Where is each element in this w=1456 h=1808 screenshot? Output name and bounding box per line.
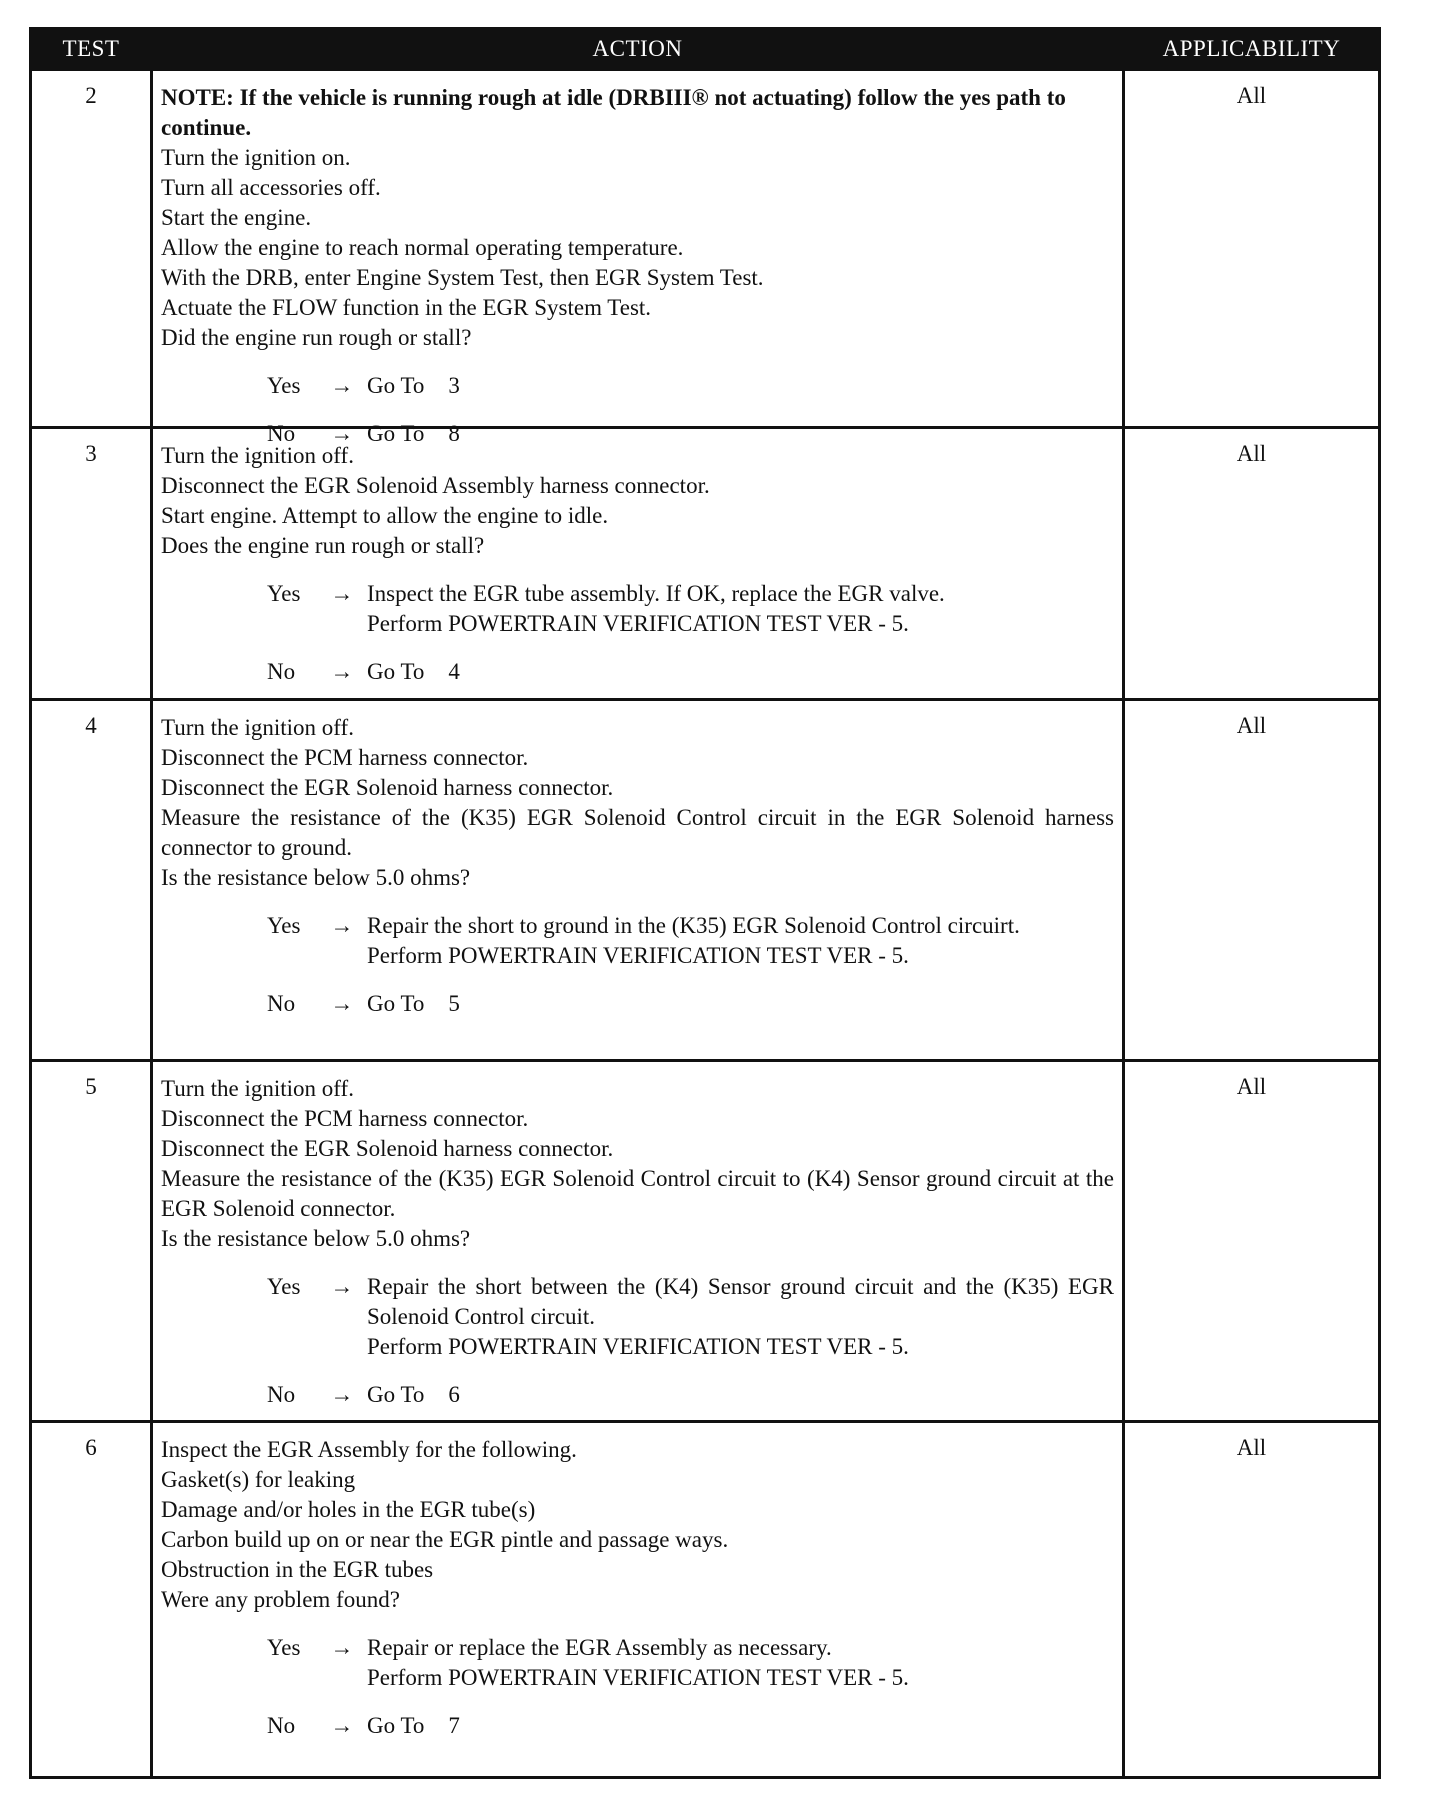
yes-action-text: Repair or replace the EGR Assembly as necessary. Perform POWERTRAIN VERIFICATION TEST VER - 5. <box>367 1635 909 1690</box>
step-text: Turn all accessories off. <box>161 175 381 200</box>
goto-text: Go To 8 <box>367 421 460 446</box>
step-text: Were any problem found? <box>161 1587 400 1612</box>
action-cell <box>150 1062 1125 1423</box>
yes-result <box>267 911 1114 971</box>
yes-label: Yes <box>267 913 301 938</box>
header-applicability: APPLICABILITY <box>1162 36 1341 61</box>
yes-label: Yes <box>267 1274 301 1299</box>
no-result <box>267 989 1114 1019</box>
step-text: Is the resistance below 5.0 ohms? <box>161 865 471 890</box>
step-text: Turn the ignition off. <box>161 1076 354 1101</box>
table-row <box>32 698 1378 1062</box>
step-text: Damage and/or holes in the EGR tube(s) <box>161 1497 536 1522</box>
step-text: Turn the ignition off. <box>161 443 354 468</box>
step-text: Disconnect the PCM harness connector. <box>161 745 529 770</box>
no-label: No <box>267 421 296 446</box>
action-cell <box>150 71 1125 446</box>
yes-result <box>267 579 1114 639</box>
step-text: Start engine. Attempt to allow the engine to idle. <box>161 503 609 528</box>
action-cell <box>150 1423 1125 1779</box>
header-action: ACTION <box>592 36 683 61</box>
yes-action-text: Repair the short between the (K4) Sensor ground circuit and the (K35) EGR Solenoid Control circuit. Perform POWERTRAIN VERIFICATION TEST VER - 5. <box>367 1274 1114 1359</box>
test-number: 5 <box>85 1074 97 1099</box>
step-text: Gasket(s) for leaking <box>161 1467 356 1492</box>
yes-label: Yes <box>267 373 301 398</box>
step-text: Obstruction in the EGR tubes <box>161 1557 434 1582</box>
step-text: Carbon build up on or near the EGR pintle and passage ways. <box>161 1527 729 1552</box>
step-text: With the DRB, enter Engine System Test, then EGR System Test. <box>161 265 764 290</box>
table-row <box>32 1420 1378 1779</box>
applicability-value: All <box>1236 713 1267 738</box>
test-number: 4 <box>85 713 97 738</box>
step-text: Actuate the FLOW function in the EGR System Test. <box>161 295 652 320</box>
arrow-icon: → <box>330 991 354 1016</box>
yes-action-text: Inspect the EGR tube assembly. If OK, replace the EGR valve. Perform POWERTRAIN VERIFICATION TEST VER - 5. <box>367 581 945 636</box>
no-label: No <box>267 659 296 684</box>
goto-text: Go To 3 <box>367 373 460 398</box>
arrow-icon: → <box>330 421 354 446</box>
arrow-icon: → <box>330 581 354 606</box>
header-test: TEST <box>62 36 120 61</box>
test-number: 3 <box>85 441 97 466</box>
goto-text: Go To 5 <box>367 991 460 1016</box>
no-result <box>267 657 1114 687</box>
applicability-value: All <box>1236 1435 1267 1460</box>
yes-result <box>267 1633 1114 1693</box>
test-number: 6 <box>85 1435 97 1460</box>
action-cell <box>150 701 1125 1062</box>
step-text: Is the resistance below 5.0 ohms? <box>161 1226 471 1251</box>
yes-result <box>267 1272 1114 1362</box>
yes-label: Yes <box>267 1635 301 1660</box>
note-text: NOTE: If the vehicle is running rough at idle (DRBIII® not actuating) follow the yes path to continue. <box>161 85 1066 140</box>
applicability-value: All <box>1236 441 1267 466</box>
action-cell <box>150 429 1125 701</box>
step-text: Disconnect the EGR Solenoid Assembly harness connector. <box>161 473 710 498</box>
no-result <box>267 1380 1114 1410</box>
yes-action-text: Repair the short to ground in the (K35) EGR Solenoid Control circuirt. Perform POWERTRAIN VERIFICATION TEST VER - 5. <box>367 913 1020 968</box>
step-text: Start the engine. <box>161 205 312 230</box>
goto-text: Go To 7 <box>367 1713 460 1738</box>
yes-label: Yes <box>267 581 301 606</box>
table-row <box>32 426 1378 701</box>
step-text: Turn the ignition off. <box>161 715 354 740</box>
arrow-icon: → <box>330 659 354 684</box>
step-text: Disconnect the EGR Solenoid harness connector. <box>161 775 614 800</box>
table-header <box>32 30 1378 68</box>
table-row <box>32 68 1378 446</box>
goto-text: Go To 4 <box>367 659 460 684</box>
no-result <box>267 1711 1114 1741</box>
step-text: Measure the resistance of the (K35) EGR Solenoid Control circuit to (K4) Sensor ground circuit at the EGR Solenoid connector. <box>161 1166 1114 1221</box>
step-text: Measure the resistance of the (K35) EGR Solenoid Control circuit in the EGR Solenoid harness connector to ground. <box>161 805 1114 860</box>
arrow-icon: → <box>330 373 354 398</box>
test-number: 2 <box>85 83 97 108</box>
step-text: Did the engine run rough or stall? <box>161 325 472 350</box>
arrow-icon: → <box>330 1713 354 1738</box>
step-text: Disconnect the PCM harness connector. <box>161 1106 529 1131</box>
applicability-value: All <box>1236 1074 1267 1099</box>
step-text: Allow the engine to reach normal operating temperature. <box>161 235 684 260</box>
step-text: Does the engine run rough or stall? <box>161 533 485 558</box>
step-text: Disconnect the EGR Solenoid harness connector. <box>161 1136 614 1161</box>
no-label: No <box>267 1713 296 1738</box>
arrow-icon: → <box>330 1635 354 1660</box>
arrow-icon: → <box>330 1382 354 1407</box>
arrow-icon: → <box>330 913 354 938</box>
no-label: No <box>267 991 296 1016</box>
step-text: Turn the ignition on. <box>161 145 351 170</box>
step-text: Inspect the EGR Assembly for the following. <box>161 1437 577 1462</box>
goto-text: Go To 6 <box>367 1382 460 1407</box>
no-label: No <box>267 1382 296 1407</box>
table-row <box>32 1059 1378 1423</box>
applicability-value: All <box>1236 83 1267 108</box>
diagnostic-test-table <box>29 27 1381 1779</box>
arrow-icon: → <box>330 1274 354 1299</box>
yes-result <box>267 371 1114 401</box>
